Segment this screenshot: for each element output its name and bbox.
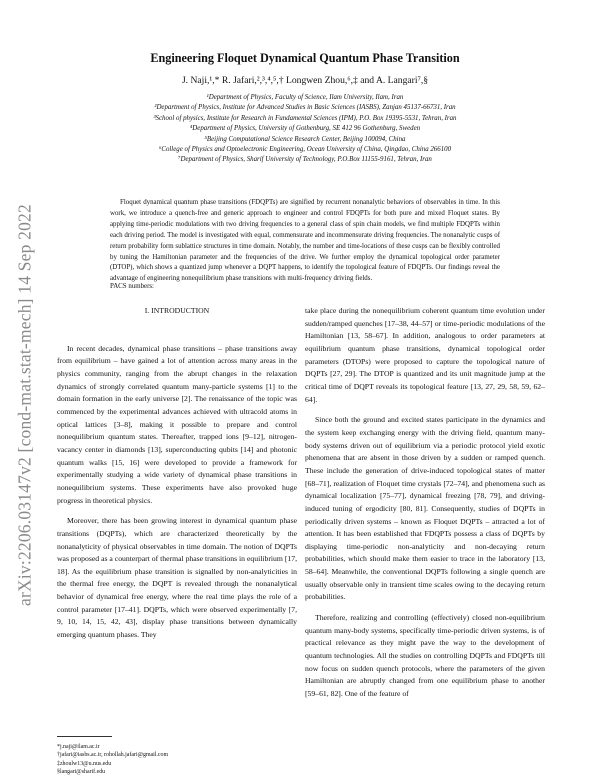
footnote: §langari@sharif.edu bbox=[57, 769, 106, 776]
paragraph: Moreover, there has been growing interest in dynamical quantum phase transitions (DQPTs), which are characterized theoretically by the nonanalyticity of physical observables in time domain. The notion of DQPTs was proposed as a counterpart of thermal phase transitions in equilibrium [17, 18]. As the equilibrium phase transition is signalled by non-analyticities in the thermal free energy, the DQPT is revealed through the nonanalytical behavior of dynamical free energy, where the real time plays the role of a control parameter [17–41]. DQPTs, which were observed experimentally [7, 9, 10, 14, 15, 42, 43], display phase transitions between dynamically emerging quantum phases. They bbox=[57, 516, 297, 640]
footnote: †jafari@iasbs.ac.ir, rohollah.jafari@gmail.com bbox=[57, 752, 169, 759]
pacs-numbers: PACS numbers: bbox=[110, 283, 154, 290]
affiliations bbox=[60, 93, 550, 166]
affiliation: ¹Department of Physics, Faculty of Science, Ilam University, Ilam, Iran bbox=[206, 94, 404, 101]
author-list: J. Naji,¹,* R. Jafari,²,³,⁴,⁵,† Longwen Zhou,⁶,‡ and A. Langari⁷,§ bbox=[181, 75, 429, 86]
affiliation: ³School of physics, Institute for Research in Fundamental Sciences (IPM), P.O. Box 19395-5531, Tehran, Iran bbox=[153, 114, 457, 122]
abstract: Floquet dynamical quantum phase transitions (FDQPTs) are signified by recurrent nonanalytic behaviors of observables in time. In this work, we introduce a quench-free and generic approach to engineer and control FDQPTs for both pure and mixed Floquet states. By applying time-periodic modulations with two driving frequencies to a general class of spin chain models, we find multiple FDQPTs within each driving period. The model is investigated with equal, commensurate and incommensurate driving frequencies. The nonanalytic cusps of return probability form sublattice structures in time domain. Notably, the number and time-locations of these cusps can be flexibly controlled by tuning the Hamiltonian parameter and the frequencies of the drive. We further employ the dynamical topological order parameter (DTOP), which shows a quantized jump whenever a DQPT happens, to identify the topological feature of FDQPTs. Our findings reveal the advantage of engineering nonequilibrium phase transitions with multi-frequency driving fields. bbox=[110, 199, 500, 283]
arxiv-stamp: arXiv:2206.03147v2 [cond-mat.stat-mech] 14 Sep 2022 bbox=[14, 204, 35, 606]
affiliation: ²Department of Physics, Institute for Advanced Studies in Basic Sciences (IASBS), Zanjan 45137-66731, Iran bbox=[154, 104, 456, 112]
paragraph: take place during the nonequilibrium coherent quantum time evolution under sudden/ramped quenches [17–38, 44–57] or time-periodic modulations of the Hamiltonian [13, 58–67]. In addition, analogous to order parameters at equilibrium quantum phase transitions, dynamical topological order parameters (DTOPs) were proposed to capture the topological nature of DQPTs [27, 29]. The DTOP is quantized and its unit magnitude jump at the critical time of DQPT reveals its topological feature [13, 27, 29, 58, 59, 62–64]. bbox=[305, 306, 545, 404]
affiliation: ⁷Department of Physics, Sharif University of Technology, P.O.Box 11155-9161, Tehran, Iran bbox=[178, 156, 432, 164]
affiliation: ⁴Department of Physics, University of Gothenburg, SE 412 96 Gothenburg, Sweden bbox=[189, 125, 421, 133]
footnotes bbox=[57, 743, 168, 777]
paragraph: Since both the ground and excited states participate in the dynamics and the system keep exchanging energy with the driving field, quantum many-body systems driven out of equilibrium via a periodic protocol yield exotic phenomena that are absent in those driven by a sudden or ramped quench. These include the generation of drive-induced topological states of matter [68–71], realization of Floquet time crystals [72–74], and phenomena such as dynamical localization [75–77], dynamical freezing [78, 79], and driving-induced tuning of ergodicity [80, 81]. Consequently, studies of DQPTs in periodically driven systems – known as Floquet DQPTs – attracted a lot of attention. It has been established that FDQPTs possess a class of DQPTs by displaying time-periodic non-analyticity and non-decaying return probabilities, which should make them easier to trace in the laboratory [13, 58–64]. Meanwhile, the conventional DQPTs following a single quench are usually observable only in transient time scales owing to the decaying return probabilities. bbox=[305, 415, 545, 602]
affiliation: ⁶College of Physics and Optoelectronic Engineering, Ocean University of China, Qingdao, China 266100 bbox=[158, 146, 452, 154]
footnote-rule bbox=[57, 736, 112, 737]
paragraph: In recent decades, dynamical phase transitions – phase transitions away from equilibrium – have gained a lot of attention across many areas in the physics community, ranging from the abrupt changes in the relaxation dynamics of strongly correlated quantum many-particle systems [1] to the domain formation in the early universe [2]. The renaissance of the topic was commenced by the experimental advances achieved with ultracold atoms in optical lattices [3–8], making it possible to prepare and control nonequilibrium quantum states. Thereafter, trapped ions [9–12], nitrogen-vacancy center in diamonds [13], superconducting qubits [14] and photonic quantum walks [15, 16] were developed to provide a framework for experimentally studying a wide variety of dynamical phase transitions in nonequilibrium systems. These experiments have also provoked huge progress in theoretical physics. bbox=[57, 343, 297, 505]
paragraph: Therefore, realizing and controlling (effectively) closed non-equilibrium quantum many-body systems, specifically time-periodic driven systems, is of practical relevance as they might pave the way to the development of quantum technologies. All the studies on controlling DQPTs and FDQPTs till now focus on sudden quench protocols, where the parameters of the given Hamiltonian are abruptly changed from one equilibrium phase to another [59–61, 82]. One of the feature of bbox=[305, 613, 545, 699]
affiliation: ⁵Beijing Computational Science Research Center, Beijing 100094, China bbox=[204, 135, 406, 143]
left-column bbox=[57, 305, 297, 642]
footnote: ‡zhoulw13@u.nus.edu bbox=[57, 760, 112, 767]
right-column bbox=[305, 305, 545, 701]
footnote: *j.naji@ilam.ac.ir bbox=[57, 744, 100, 750]
section-heading: I. INTRODUCTION bbox=[144, 306, 210, 315]
paper-title: Engineering Floquet Dynamical Quantum Phase Transition bbox=[150, 51, 460, 65]
